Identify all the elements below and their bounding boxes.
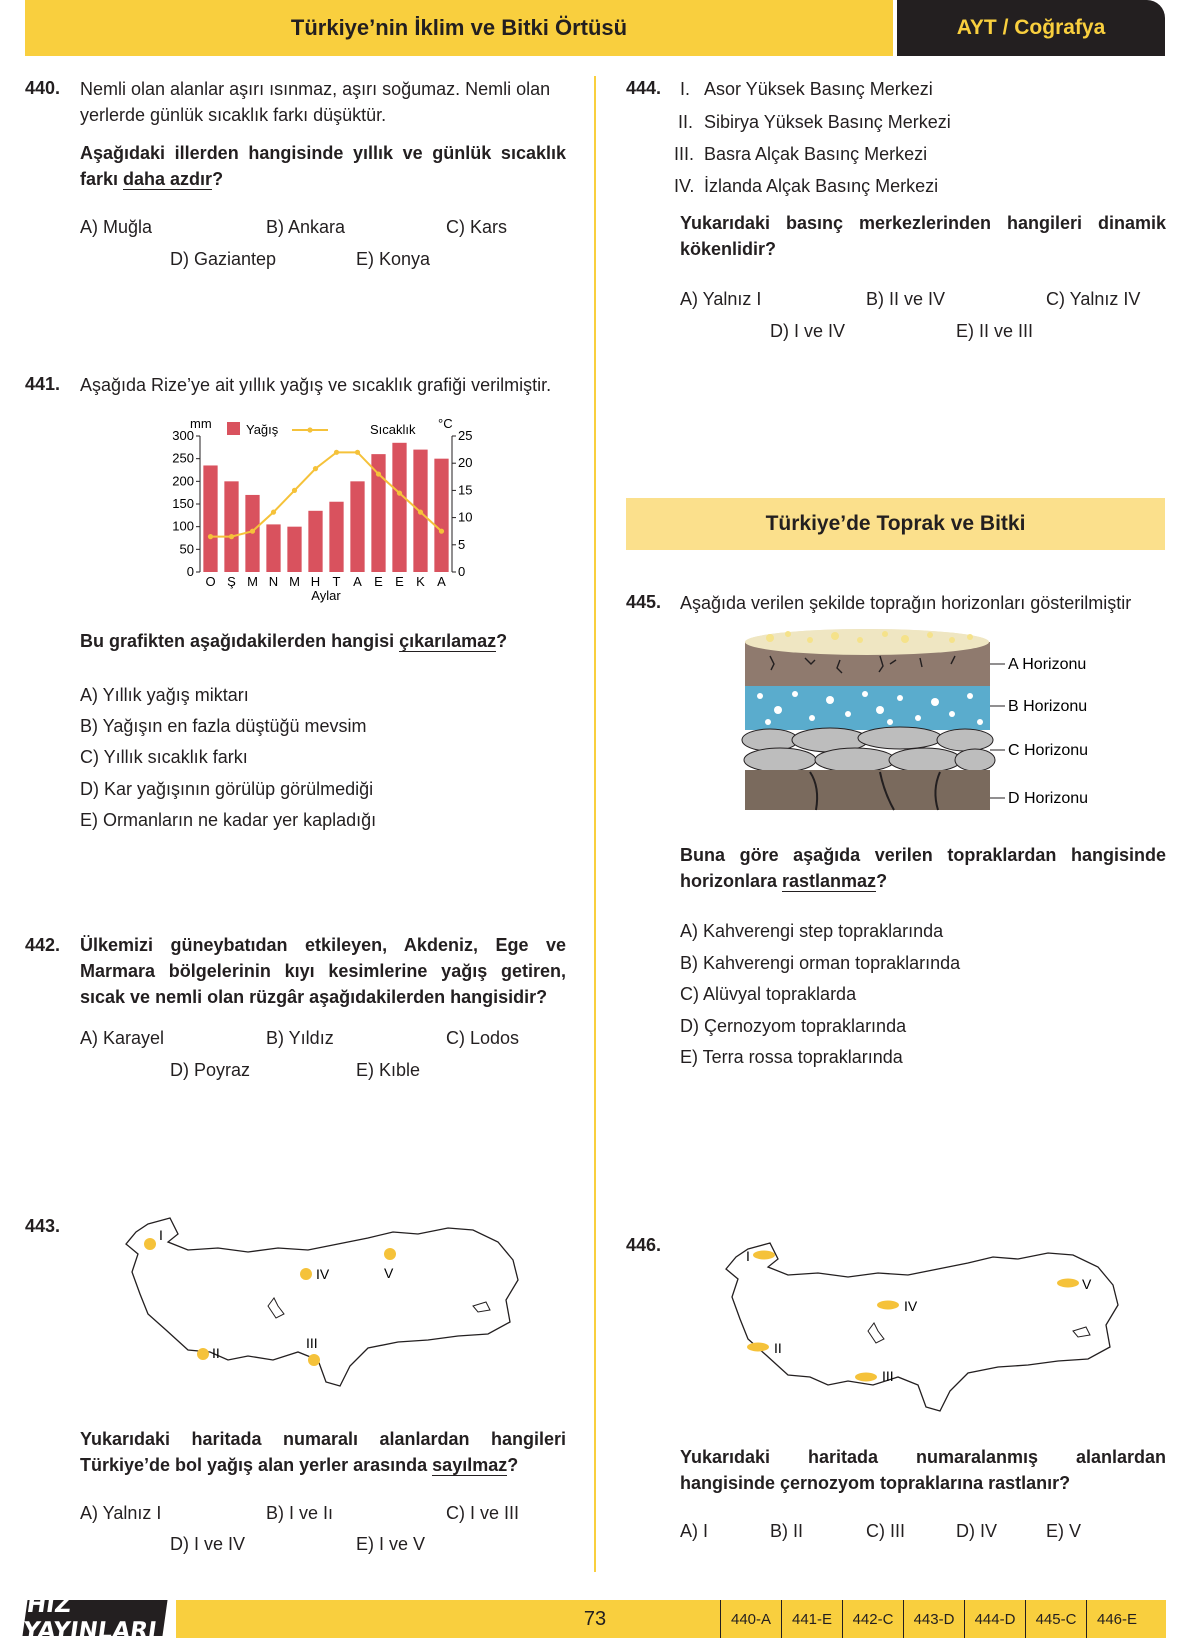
answer-key-item: 440-A	[720, 1600, 781, 1638]
map-label-v: V	[384, 1265, 394, 1281]
option-e[interactable]: E) Konya	[356, 249, 431, 269]
rain-bar	[392, 443, 406, 572]
rain-bar	[350, 481, 364, 572]
option-a[interactable]: A) Muğla	[80, 217, 153, 237]
premise-roman-1: I.	[680, 79, 691, 99]
premise-roman-2: II.	[678, 112, 694, 132]
option-b[interactable]: B) Ankara	[266, 217, 346, 237]
rain-bar	[434, 459, 448, 572]
temperature-point	[376, 471, 381, 476]
option-c[interactable]: C) Alüvyal topraklarda	[680, 984, 857, 1004]
option-d[interactable]: D) IV	[956, 1521, 998, 1541]
map-label-v: V	[1082, 1276, 1092, 1292]
marker-iii	[855, 1373, 877, 1382]
answer-key-item: 444-D	[964, 1600, 1025, 1638]
y-tick-label: 100	[172, 518, 194, 534]
turkey-outline	[726, 1243, 1118, 1411]
temperature-point	[397, 491, 402, 496]
page-number: 73	[583, 1607, 607, 1630]
question-prompt: Ülkemizi güneybatıdan etkileyen, Akdeniz, Ege ve Marmara bölgelerinin kıyı kesimlerine yağış getiren, sıcak ve nemli olan rüzgâr aşağıdakilerden hangisidir?	[80, 935, 566, 1007]
section-title: Türkiye’de Toprak ve Bitki	[626, 498, 1165, 550]
option-b[interactable]: B) Yıldız	[266, 1028, 334, 1048]
temperature-point	[229, 534, 234, 539]
horizon-d-layer	[745, 770, 990, 810]
option-b[interactable]: B) II	[770, 1521, 804, 1541]
temperature-point	[418, 510, 423, 515]
marker-iv	[877, 1301, 899, 1310]
rain-bar	[329, 502, 343, 572]
label-horizon-d: D Horizonu	[1008, 790, 1089, 807]
option-c[interactable]: C) Yıllık sıcaklık farkı	[80, 747, 248, 767]
option-e[interactable]: E) Kıble	[356, 1060, 421, 1080]
answer-key-item: 442-C	[842, 1600, 903, 1638]
map-label-iv: IV	[904, 1298, 918, 1314]
premise-text-3: Basra Alçak Basınç Merkezi	[704, 144, 928, 164]
y2-tick-label: 0	[458, 564, 466, 579]
y-tick-label: 50	[179, 541, 194, 557]
option-b[interactable]: B) I ve Iı	[266, 1503, 334, 1523]
x-tick-label: T	[332, 574, 341, 589]
option-a[interactable]: A) Kahverengi step topraklarında	[680, 921, 944, 941]
option-d[interactable]: D) Kar yağışının görülüp görülmediği	[80, 779, 374, 799]
premise-text-4: İzlanda Alçak Basınç Merkezi	[704, 176, 939, 196]
option-d[interactable]: D) I ve IV	[170, 1534, 246, 1554]
temperature-point	[334, 450, 339, 455]
temperature-point	[439, 529, 444, 534]
map-label-iii: III	[306, 1335, 318, 1351]
question-number: 445.	[626, 592, 662, 612]
question-prompt: Yukarıdaki haritada numaralı alanlardan hangileri Türkiye’de bol yağış alan yerler arasında sayılmaz?	[80, 1429, 566, 1475]
y2-tick-label: 15	[458, 482, 473, 498]
question-number: 440.	[25, 78, 61, 98]
option-b[interactable]: B) Kahverengi orman topraklarında	[680, 953, 961, 973]
x-tick-label: N	[268, 574, 279, 589]
rain-bar	[308, 511, 322, 572]
option-e[interactable]: E) II ve III	[956, 321, 1034, 341]
option-a[interactable]: A) Karayel	[80, 1028, 165, 1048]
label-horizon-a: A Horizonu	[1008, 656, 1087, 673]
option-d[interactable]: D) Gaziantep	[170, 249, 277, 269]
question-prompt: Buna göre aşağıda verilen topraklardan hangisinde horizonlara rastlanmaz?	[680, 845, 1166, 891]
premise-text-1: Asor Yüksek Basınç Merkezi	[704, 79, 933, 99]
question-prompt: Yukarıdaki haritada numaralanmış alanlardan hangisinde çernozyom topraklarına rastlanır?	[680, 1447, 1166, 1493]
y-tick-label: 0	[186, 564, 194, 579]
answer-key-item: 441-E	[781, 1600, 842, 1638]
x-tick-label: H	[310, 574, 321, 589]
map-label-iii: III	[882, 1368, 894, 1384]
column-divider	[594, 76, 596, 1572]
rain-bar	[203, 465, 217, 572]
x-tick-label: E	[374, 574, 383, 589]
soil-horizon-diagram	[740, 622, 1160, 827]
turkey-outline	[126, 1218, 518, 1386]
question-number: 442.	[25, 935, 61, 955]
legend-rain-label: Yağış	[246, 422, 279, 437]
premise-roman-3: III.	[674, 144, 695, 164]
premise-roman-4: IV.	[674, 176, 695, 196]
x-tick-label: E	[395, 574, 404, 589]
option-e[interactable]: E) Terra rossa topraklarında	[680, 1047, 903, 1067]
option-a[interactable]: A) Yalnız I	[80, 1503, 162, 1523]
question-text: Aşağıda verilen şekilde toprağın horizonları gösterilmiştir	[680, 593, 1132, 613]
map-label-i: I	[746, 1248, 750, 1264]
marker-ii	[197, 1348, 209, 1360]
temperature-point	[313, 466, 318, 471]
option-e[interactable]: E) Ormanların ne kadar yer kapladığı	[80, 810, 377, 830]
x-tick-label: O	[205, 574, 216, 589]
rain-bar	[224, 481, 238, 572]
climate-chart	[160, 412, 473, 607]
marker-ii	[747, 1343, 769, 1352]
label-horizon-c: C Horizonu	[1008, 742, 1089, 759]
option-a[interactable]: A) Yalnız I	[680, 289, 762, 309]
option-b[interactable]: B) Yağışın en fazla düştüğü mevsim	[80, 716, 367, 736]
map-label-ii: II	[212, 1345, 220, 1361]
y2-tick-label: 20	[458, 455, 473, 471]
temperature-point	[271, 510, 276, 515]
temperature-line	[211, 452, 442, 536]
x-tick-label: K	[416, 574, 425, 589]
x-tick-label: A	[437, 574, 446, 589]
x-axis-label: Aylar	[311, 588, 341, 603]
y-tick-label: 150	[172, 496, 194, 511]
map-label-i: I	[159, 1227, 163, 1243]
option-a[interactable]: A) I	[680, 1521, 709, 1541]
chapter-title: Türkiye’nin İklim ve Bitki Örtüsü	[25, 0, 893, 56]
question-prompt: Aşağıdaki illerden hangisinde yıllık ve günlük sıcaklık farkı daha azdır?	[80, 143, 566, 189]
temperature-point	[250, 529, 255, 534]
y2-tick-label: 25	[458, 428, 473, 443]
y-tick-label: 200	[172, 473, 194, 489]
marker-iii	[308, 1354, 320, 1366]
option-c[interactable]: C) I ve III	[446, 1503, 520, 1523]
marker-iv	[300, 1268, 312, 1280]
legend-bar-swatch	[227, 422, 240, 435]
option-d[interactable]: D) Poyraz	[170, 1060, 251, 1080]
x-tick-label: M	[247, 574, 258, 589]
temperature-point	[208, 534, 213, 539]
answer-key-item: 443-D	[903, 1600, 964, 1638]
marker-v	[384, 1248, 396, 1260]
rain-bar	[266, 524, 280, 572]
temperature-point	[292, 488, 297, 493]
premise-text-2: Sibirya Yüksek Basınç Merkezi	[704, 112, 951, 132]
question-number: 443.	[25, 1216, 61, 1236]
option-c[interactable]: C) Lodos	[446, 1028, 520, 1048]
option-a[interactable]: A) Yıllık yağış miktarı	[80, 685, 249, 705]
y2-axis-unit: °C	[438, 416, 453, 431]
map-label-iv: IV	[316, 1266, 330, 1282]
legend-temp-label: Sıcaklık	[370, 422, 416, 437]
question-text: Aşağıda Rize’ye ait yıllık yağış ve sıcaklık grafiği verilmiştir.	[80, 375, 552, 395]
turkey-map	[118, 1210, 538, 1405]
subject-tag: AYT / Coğrafya	[897, 0, 1165, 56]
marker-v	[1057, 1279, 1079, 1288]
question-prompt: Yukarıdaki basınç merkezlerinden hangileri dinamik kökenlidir?	[680, 213, 1166, 259]
question-number: 441.	[25, 374, 61, 394]
turkey-map	[718, 1235, 1158, 1430]
option-b[interactable]: B) II ve IV	[866, 289, 946, 309]
label-horizon-b: B Horizonu	[1008, 698, 1088, 715]
publisher-logo: HIZ YAYINLARI	[22, 1600, 167, 1636]
y2-tick-label: 10	[458, 509, 473, 525]
y-axis-unit: mm	[190, 416, 212, 431]
option-d[interactable]: D) Çernozyom topraklarında	[680, 1016, 907, 1036]
y-tick-label: 250	[172, 450, 194, 466]
marker-i	[753, 1251, 775, 1260]
rain-bar	[287, 527, 301, 572]
y-tick-label: 300	[172, 428, 194, 443]
option-c[interactable]: C) Yalnız IV	[1046, 289, 1141, 309]
answer-key-item: 445-C	[1025, 1600, 1086, 1638]
x-tick-label: M	[289, 574, 300, 589]
option-c[interactable]: C) Kars	[446, 217, 508, 237]
x-tick-label: A	[353, 574, 362, 589]
marker-i	[144, 1238, 156, 1250]
question-text: Nemli olan alanlar aşırı ısınmaz, aşırı soğumaz. Nemli olan yerlerde günlük sıcaklık farkı düşüktür.	[80, 79, 551, 125]
temperature-point	[355, 450, 360, 455]
question-number: 444.	[626, 78, 662, 98]
answer-key-item: 446-E	[1086, 1600, 1147, 1638]
question-prompt: Bu grafikten aşağıdakilerden hangisi çıkarılamaz?	[80, 631, 508, 651]
y2-tick-label: 5	[458, 536, 466, 552]
option-c[interactable]: C) III	[866, 1521, 905, 1541]
x-tick-label: Ş	[227, 574, 236, 589]
option-e[interactable]: E) V	[1046, 1521, 1082, 1541]
legend-line-marker	[307, 427, 312, 432]
option-e[interactable]: E) I ve V	[356, 1534, 426, 1554]
option-d[interactable]: D) I ve IV	[770, 321, 846, 341]
question-number: 446.	[626, 1235, 662, 1255]
map-label-ii: II	[774, 1340, 782, 1356]
answer-key	[720, 1600, 1147, 1638]
